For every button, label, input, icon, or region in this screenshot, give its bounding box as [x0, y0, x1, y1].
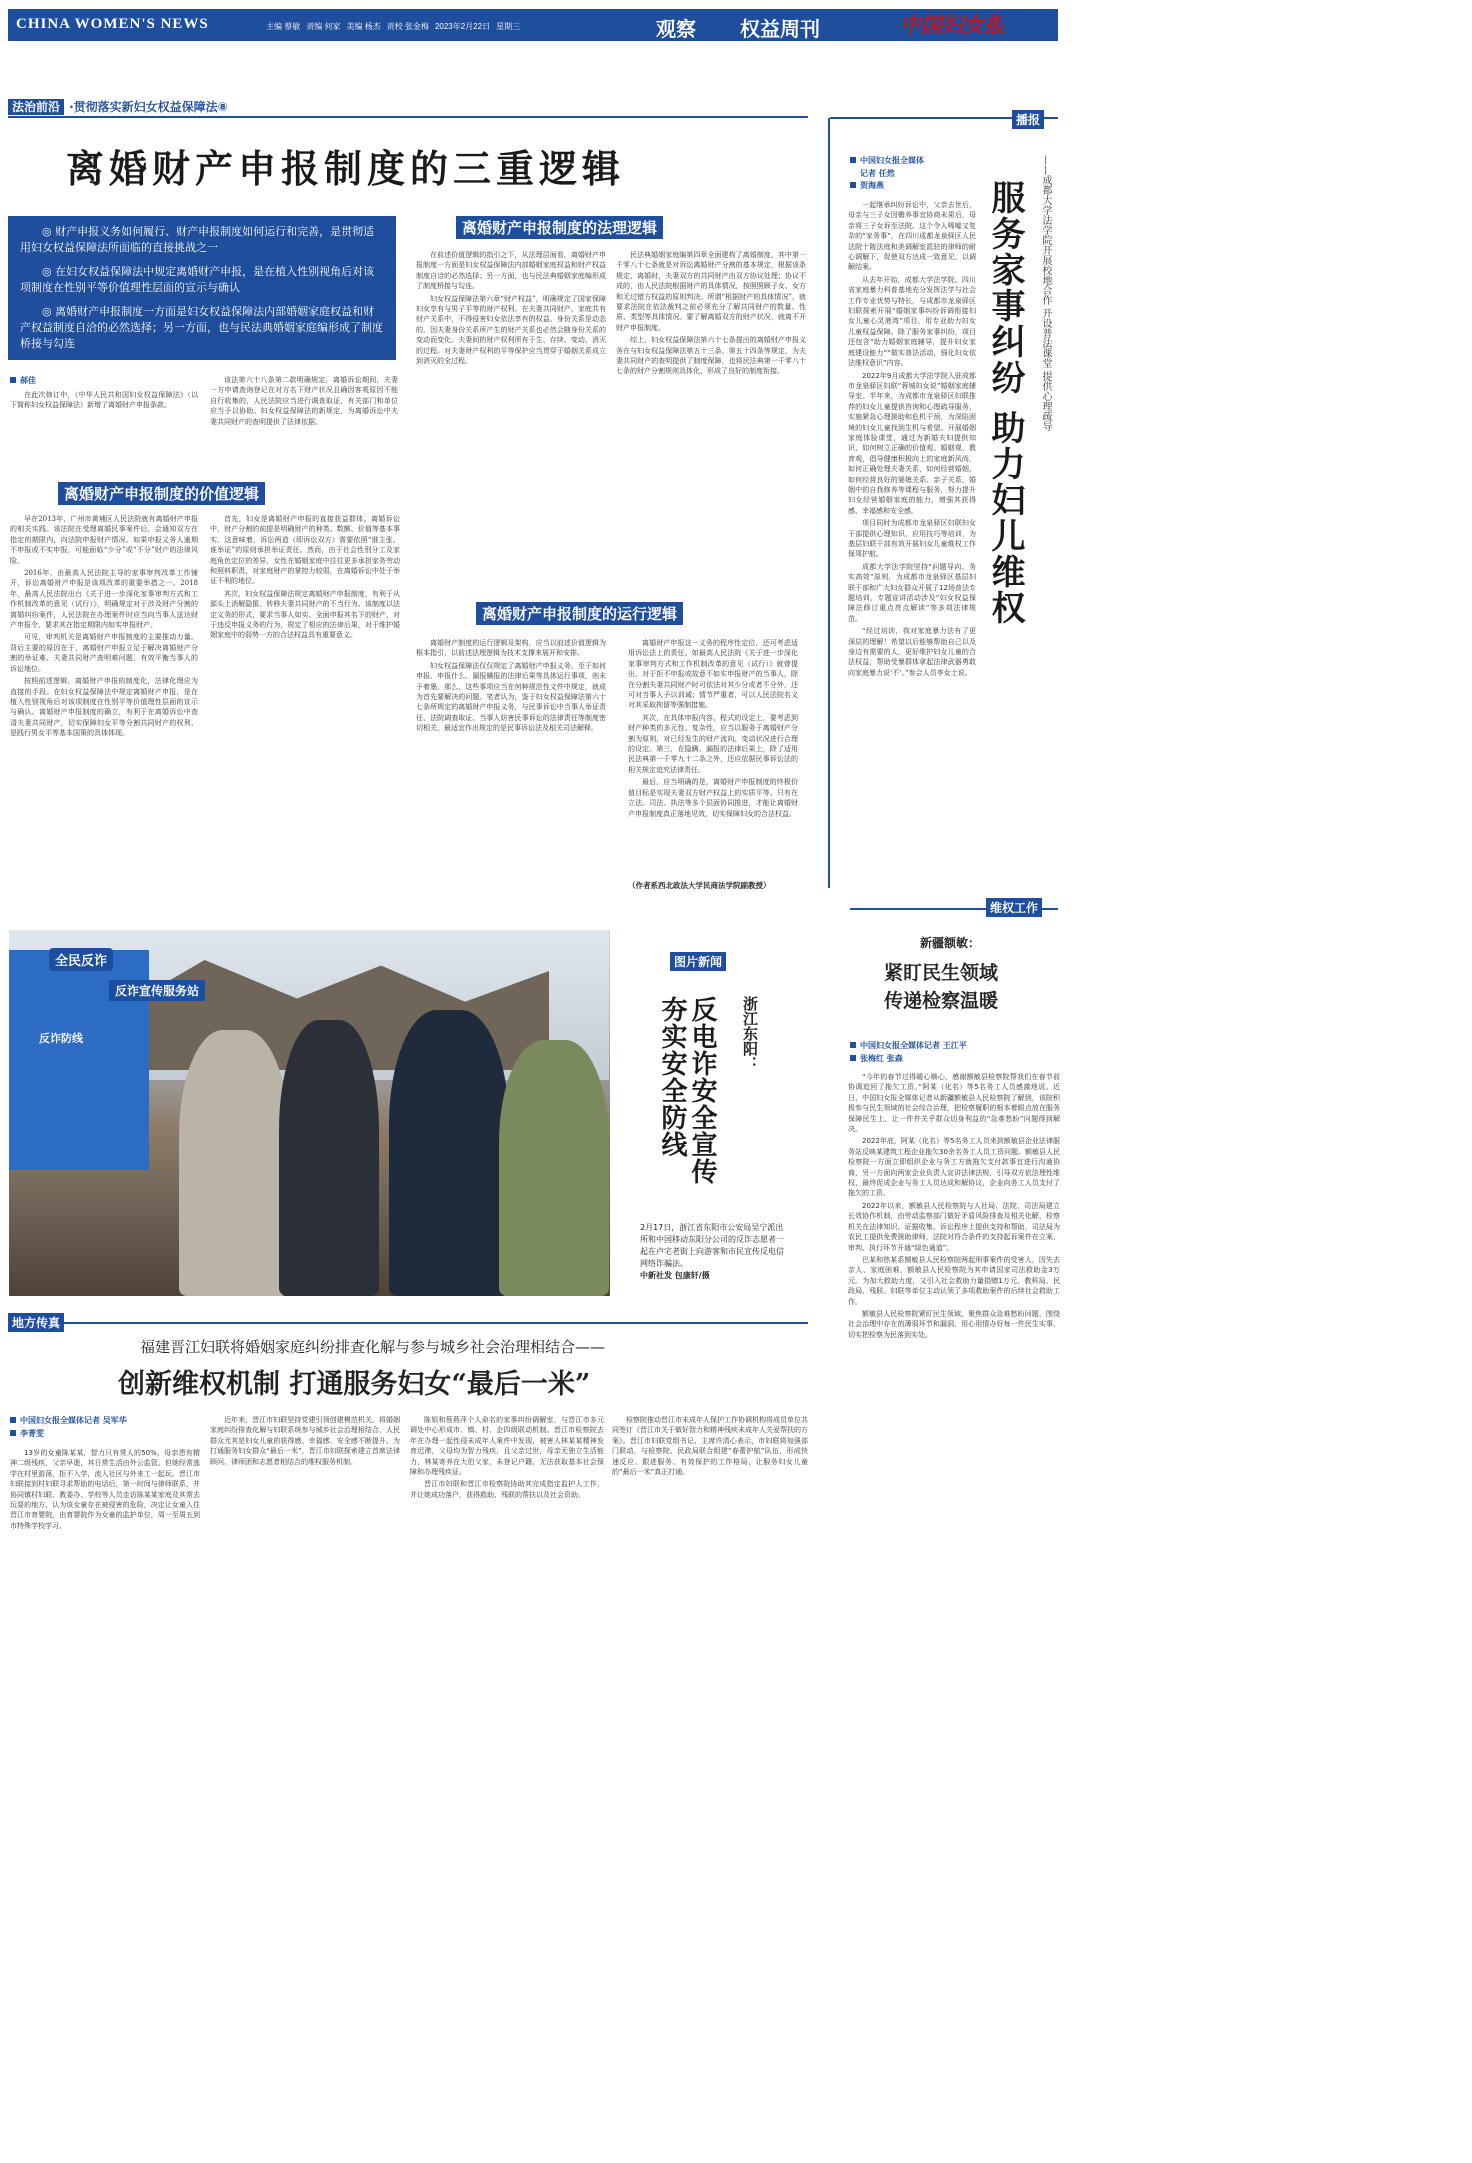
bottom-col-1 [10, 1448, 200, 1566]
credit-art-editor: 美编 杨杰 [346, 22, 381, 31]
sidebar-headline-2: 传递检察温暖 [884, 990, 999, 1012]
feature-source [850, 155, 924, 166]
sidebar-reporters [850, 1053, 903, 1064]
issue-weekday: 星期三 [496, 22, 521, 31]
credit-editor: 责编 何家 [306, 22, 341, 31]
page-number: 5 [1000, 9, 1016, 39]
booth-sign: 反诈宣传服务站 [109, 980, 205, 1001]
paragraph: 在前述价值逻辑的指引之下，从法理层面看，离婚财产申报制度一方面是妇女权益保障法内部婚姻家庭权益和财产权益制度自洽的必然选择；另一方面，也与民法典婚姻家庭编形成了制度桥接与勾连。 [416, 251, 606, 291]
feature-headline: 服务家事纠纷 助力妇儿维权 [985, 180, 1025, 626]
series-name: ·贯彻落实新妇女权益保障法⑧ [69, 100, 228, 114]
paragraph: 成都大学法学院坚持“问题导向、务实高效”原则，为成都市龙泉驿区基层妇联干部和广大妇女群众开展了12场普法专题培训，专题宣讲活动涉及“妇女权益保障法修订重点亮点解读”等多项法律规范。 [848, 562, 976, 623]
bullet-square [10, 1430, 16, 1436]
paragraph: 最后，应当明确的是，离婚财产申报制度的终极价值目标是实现夫妻双方财产权益上的实质平等。只有在立法、司法、执法等多个层面协同推进，才能让离婚财产申报制度真正落地见效，切实保障妇女的合法权益。 [628, 778, 798, 818]
bottom-headline: 创新维权机制 打通服务妇女“最后一米” [118, 1369, 591, 1400]
photo-caption [640, 1222, 788, 1282]
subhead-value-logic: 离婚财产申报制度的价值逻辑 [58, 482, 265, 505]
bullet-square [850, 1042, 856, 1048]
summary-box [8, 216, 396, 360]
divider [8, 1322, 808, 1324]
credit-proofreader: 责校 张金梅 [386, 22, 429, 31]
broadcast-tag: 播报 [1012, 110, 1044, 129]
feature-reporter [860, 168, 895, 179]
paragraph: 2022年以来，额敏县人民检察院与人社局、法院、司法局建立长效协作机制，由劳动监察部门做好矛盾风险排查及相关化解，检察机关在法律知识、证据收集、诉讼程序上提供支持和帮助，司法局为农民工提供免费援助律师，法院对符合条件的支持起诉案件在立案、审判、执行环节开通“绿色通道”。 [848, 1201, 1060, 1252]
column-divider [828, 118, 830, 888]
reporter-name: 任然 [878, 169, 895, 178]
paragraph: 首先，妇女是离婚财产申报的直接获益群体。离婚诉讼中，财产分割的前提是明确财产的种类、数额、价值等基本事实。这意味着，诉讼两造（即诉讼双方）需要依照“谁主张、谁举证”的原则承担举证责任。然而，由于社会性别分工及家庭角色定位的差异，女性在婚姻家庭中往往更多承担家务劳动和照料职责，对家庭财产的掌控力较弱，在离婚诉讼中处于举证不利的地位。 [210, 515, 400, 586]
paragraph: 按照前述逻辑，离婚财产申报的制度化，法律化理应为直接的手段。在妇女权益保障法中规定离婚财产申报，是在植入性别视角后对该项制度在性别平等价值理性层面的宣示与确认。离婚财产申报制度的确立，有利于在离婚诉讼中查清夫妻共同财产，切实保障妇女平等分割共同财产的权利，是践行男女平等基本国策的具体体现。 [10, 677, 198, 738]
paragraph: 妇女权益保障法第六章“财产权益”，明确规定了国家保障妇女享有与男子平等的财产权利。在夫妻共同财产、家庭共有财产关系中，不得侵害妇女依法享有的权益。身份关系是动态的，因夫妻身份关系所产生的财产关系也必然会随身份关系的变动而变化。夫妻间的财产权利所有于生、存续、变动、消灭的过程。对夫妻财产权利的平等保护应当贯穿于婚姻关系成立到消灭的全过程。 [416, 294, 606, 366]
photo-credit: 中新社发 包康轩/摄 [640, 1271, 710, 1280]
photo-news-tag: 图片新闻 [670, 952, 726, 971]
value-logic-col-2 [210, 514, 400, 904]
paragraph: 早在2013年，广州市黄埔区人民法院就有离婚财产申报的相关实践。该法院在受理离婚民事案件后，会通知双方在指定的期限内，向法院申报财产情况。如果申报义务人逾期不申报或不实申报，可能面临“少分”或“不分”财产的法律风险。 [10, 515, 198, 565]
lead-intro-col-2 [210, 375, 398, 470]
paragraph: 民法典婚姻家庭编第四章全面建构了离婚制度，其中第一千零八十七条就是对诉讼离婚财产分割的基本规定，根据该条规定，离婚时，夫妻双方的共同财产由双方协议处理；协议不成的，由人民法院根据财产的具体情况，按照照顾子女、女方和无过错方权益的原则判决。所谓“根据财产的具体情况”，就要求法院在依法裁判之前必须充分了解共同财产的数量、性质、类型等具体情况。要了解离婚双方的财产状况，就离不开财产申报制度。 [616, 251, 806, 332]
bullet-square [10, 1417, 16, 1423]
booth-sign: 反诈防线 [39, 1032, 83, 1045]
paragraph: 该法第六十八条第二款明确规定，离婚诉讼期间，夫妻一方申请查询登记在对方名下财产状况且确因客观原因不能自行收集的，人民法院应当进行调查取证，有关部门和单位应当予以协助。妇女权益保障法的新规定，为离婚诉讼中夫妻共同财产的查明提供了法律依据。 [210, 376, 398, 426]
reporter-name: 张梅红 [860, 1054, 884, 1063]
reporter-name: 贺海燕 [860, 181, 884, 190]
paragraph: “经过培训，我对家庭暴力法有了更深层的理解！希望以后能够帮助自己以及身边有需要的人，更好维护妇女儿童的合法权益，帮助受暴群体拿起法律武器勇敢向家庭暴力说‘不’。”参会人员李女士说。 [848, 627, 976, 677]
paragraph: 可见，审判机关是离婚财产申报制度的主要推动力量。背后主要的原因在于，离婚财产申报立足于解决离婚财产分割的举证难、夫妻共同财产查明难问题，有效平衡当事人的诉讼地位。 [10, 633, 198, 673]
person-figure [499, 1040, 609, 1296]
paragraph: 13岁的女童陈某某，智力只有常人的50%，母亲患有精神二级残疾，父亲早逝，其日常生活由外公监管。但她经常逃学在村里游荡，拒不入学，流入社区与外来工一起玩。晋江市妇联接到村妇联寻求帮助的电话后，第一时间与律师联系，并协同镇村妇联、教委办、学校等人员走访陈某某家庭及其常去玩耍的地方，认为该女童存在被侵害的危险，决定让女童入住晋江市育婴院，由育婴院作为女童的监护单位，周一至周五到市特殊学校学习。 [10, 1449, 200, 1530]
credit-chief-editor: 主编 蔡敏 [266, 22, 301, 31]
legal-logic-col-1 [416, 250, 606, 570]
subhead-legal-logic: 离婚财产申报制度的法理逻辑 [456, 216, 663, 239]
caption-text: 2月17日，浙江省东阳市公安局吴宁派出所和中国移动东阳分公司的反诈志愿者一起在卢宅老街上向游客和市民宣传反电信网络诈骗法。 [640, 1223, 784, 1268]
paragraph: 2022年9月成都大学法学院入驻成都市龙泉驿区妇联“蓉城妇女说”婚姻家庭辅导室。半年来，为成都市龙泉驿区妇联推荐的妇女儿童提供咨询和心理疏导服务，实施紧急心理援助和危机干预，为深陷困境的妇女儿童找到生机与希望。开展婚姻家庭体验课堂，通过为新婚夫妇提供知识、如何树立正确的价值观、婚姻观、教育观，倡导健康积极向上的家庭新风尚，如何正确处理夫妻关系，如何经营婚姻，如何经营良好的婆媳关系、亲子关系，婚姻中的自我修养等课程与服务，努力提升妇女经营婚姻家庭的能力，增强其获得感、幸福感和安全感。 [848, 371, 976, 515]
summary-point: ◎ 离婚财产申报制度一方面是妇女权益保障法内部婚姻家庭权益和财产权益制度自洽的必然选择；另一方面，也与民法典婚姻家庭编形成了制度桥接与勾连 [20, 305, 383, 350]
bullet-square [850, 182, 856, 188]
masthead-meta [266, 21, 526, 32]
newspaper-logo: 中国妇女报 [900, 12, 1005, 37]
section-label-observation: 观察 [656, 17, 696, 41]
bottom-reporter [10, 1428, 44, 1439]
sidebar-headline-1: 紧盯民生领域 [884, 962, 999, 984]
issue-date: 2023年2月22日 [434, 22, 491, 31]
paragraph: 离婚财产申报这一义务的程序性定位，还可考虑适用诉讼法上的责任。如最高人民法院《关于进一步深化家事审判方式和工作机制改革的意见（试行）》就曾提出，对于拒不申报或故意不如实申报财产的当事人，除在分割夫妻共同财产时可依法对其少分或者不分外，还可对当事人予以训诫；情节严重者，可以人民法院名义对其采取拘留等强制措施。 [628, 639, 798, 710]
paragraph: 综上，妇女权益保障法第六十七条提出的离婚财产申报义务在与妇女权益保障法第五十三条、第五十四条等规定，为夫妻共同财产的查明提供了制度保障，也将民法典第一千零八十七条的财产分割规则具体化，形成了良好的制度衔接。 [616, 336, 806, 376]
lead-author [10, 375, 36, 386]
police-officer-figure [389, 1010, 509, 1296]
feature-body [848, 200, 976, 880]
reporter-name: 吴军华 [102, 1416, 127, 1425]
paragraph: 2016年，由最高人民法院主导的家事审判改革工作铺开，诉讼离婚财产申报是该项改革的重要举措之一。2018年，最高人民法院出台《关于进一步深化家事审判方式和工作机制改革的意见（试行）》，明确规定对于涉及财产分割的离婚纠纷案件，人民法院在办理案件时应当向当事人送达财产申报令，要求其在指定期限内如实申报财产。 [10, 569, 198, 630]
paragraph: 检察院推动晋江市未成年人保护工作协调机构将成员单位共同签订《晋江市关于做好智力和精神残疾未成年人关爱帮扶的方案》。晋江市妇联党组书记、主席许清心表示，市妇联将加强部门联动，与检察院、民政局联合组建“春蕾护航”队伍，形成快速反应、跟进服务、有效保护的工作格局，让服务妇女儿童的“最后一米”真正打通。 [612, 1416, 808, 1477]
paragraph: 陈姐和蔡燕萍个人命名的家事纠纷调解室，与晋江市多元调处中心形成市、镇、村、企四级联动机制。晋江市检察院去年在办理一起性侵未成年人案件中发现，被害人林某某精神发育迟滞，父母均为智力残疾，且父亲过世，母亲无独立生活能力，林某寄养在大伯父家，未登记户籍，无法获取基本社会保障和办理残疾证。 [410, 1416, 604, 1477]
series-tag: 法治前沿 [8, 99, 64, 115]
photo-headline: 反电诈安全宣传 夯实安全防线 [657, 996, 717, 1185]
reporter-name: 张森 [886, 1054, 903, 1063]
reporter-name: 李菁雯 [20, 1429, 44, 1438]
paragraph: “今年的春节过得暖心顺心，感谢额敏县检察院帮我们在春节前协调追回了拖欠工资。”阿某（化名）等5名务工人员感激地说。近日，中国妇女报全媒体记者从新疆额敏县人民检察院了解到，该院积极参与民生领域的社会综合治理，把检察履职的根本着眼点放在服务保障民生上，让一件件关乎群众切身利益的“急难愁盼”问题得到解决。 [848, 1073, 1060, 1134]
source-name: 中国妇女报全媒体 [860, 156, 924, 165]
bullet-square [10, 377, 16, 383]
reporter-name: 王江平 [942, 1041, 967, 1050]
feature-reporter-2 [850, 180, 884, 191]
summary-point: ◎ 在妇女权益保障法中规定离婚财产申报，是在植入性别视角后对该项制度在性别平等价值理性层面的宣示与确认 [20, 265, 375, 294]
paragraph: 巴某和热某系额敏县人民检察院两起刑事案件的受害人，因失去亲人、家庭困难，额敏县人民检察院为其申请国家司法救助金3万元。为加大救助力度，又引入社会救助力量捐赠1万元，教科局、民政局、残联、妇联等单位主动认领了多项救助案件的后续社会救助工作。 [848, 1255, 1060, 1306]
person-figure [179, 1030, 289, 1296]
paragraph: 项目同时为成都市龙泉驿区妇联妇女干部提供心理知识、应用技巧等培训，为基层妇联干部有效开展妇女儿童维权工作保驾护航。 [848, 519, 976, 559]
lead-headline: 离婚财产申报制度的三重逻辑 [66, 146, 626, 191]
local-news-tag: 地方传真 [8, 1313, 64, 1332]
paragraph: 离婚财产制度的运行逻辑及架构，应当以前述价值逻辑为根本指引，以前述法理逻辑为技术支撑来展开和安排。 [416, 639, 606, 658]
paragraph: 近年来，晋江市妇联坚持党建引领创建模范机关，将婚姻家庭纠纷排查化解与妇联系统参与城乡社会治理相结合，人民群众尤其是妇女儿童的获得感、幸福感、安全感不断提升。为打通服务妇女群众“最后一米”，晋江市妇联探索建立首席法律顾问、律师团和志愿者相结合的维权服务机制。 [210, 1416, 400, 1466]
paragraph: 妇女权益保障法仅仅规定了离婚财产申报义务，至于如何申报、申报什么、漏报瞒报的法律后果等具体运行事项，则未予着墨。那么，这些事项应当在何种规范性文件中规定，就成为首先要解决的问题。笔者认为，鉴于妇女权益保障法第六十七条所规定的离婚财产申报义务，与民事诉讼中当事人举证责任、法院调查取证、当事人妨害民事诉讼的法律责任等制度密切相关，最适宜作出规定的是民事诉讼法及相关司法解释。 [416, 661, 606, 733]
photo-kicker: 浙江东阳： [741, 996, 759, 1071]
paragraph: 在此次修订中，《中华人民共和国妇女权益保障法》（以下简称妇女权益保障法）新增了离婚财产申报条款。 [10, 391, 198, 410]
series-header [8, 96, 228, 115]
feature-subtitle: ——成都大学法学院开展校地合作 开设普法课堂 提供心理疏导 [1040, 155, 1051, 432]
bullet-square [850, 1055, 856, 1061]
paragraph: 其次，妇女权益保障法规定离婚财产申报制度，有利于从源头上消解隐匿、转移夫妻共同财产的不当行为。该制度以法定义务的形式，要求当事人如实、全面申报其名下的财产，对于违反申报义务的行为，规定了相应的法律后果，对于维护婚姻家庭中的弱势一方的合法权益具有重要意义。 [210, 589, 400, 640]
bullet-square [850, 157, 856, 163]
rights-work-tag: 维权工作 [986, 898, 1042, 917]
operation-logic-col-2 [628, 638, 798, 878]
person-figure [279, 1020, 379, 1296]
bottom-source [10, 1415, 127, 1426]
paragraph: 2022年底，阿某（化名）等5名务工人员来到额敏县企业法律服务站反映某建筑工程企业拖欠30余名务工人员工资问题。额敏县人民检察院一方面立即组织企业与务工方就拖欠支付款事宜进行沟通协商，另一方面向两家企业负责人宣讲法律法规，引导双方依法理性维权，最终促成企业与务工人员达成和解协议，企业向务工人员支付了拖欠的工资。 [848, 1137, 1060, 1198]
sidebar-source [850, 1040, 967, 1051]
paragraph: 晋江市妇联和晋江市检察院协助其完成指定监护人工作，并让她成功落户，获得救助、残联的帮扶以及社会资助。 [410, 1480, 604, 1499]
source-name: 中国妇女报全媒体记者 [860, 1041, 940, 1050]
source-name: 中国妇女报全媒体记者 [20, 1416, 100, 1425]
legal-logic-col-2 [616, 250, 806, 570]
author-byline: （作者系西北政法大学民商法学院副教授） [628, 881, 771, 890]
bottom-col-2 [210, 1415, 400, 1566]
bottom-col-4 [612, 1415, 808, 1566]
subhead-operation-logic: 离婚财产申报制度的运行逻辑 [476, 602, 683, 625]
section-label-rights-weekly: 权益周刊 [740, 17, 820, 41]
summary-point: ◎ 财产申报义务如何履行、财产申报制度如何运行和完善，是贯彻适用妇女权益保障法所面临的直接挑战之一 [20, 225, 375, 254]
value-logic-col-1 [10, 514, 198, 904]
sidebar-body [848, 1072, 1060, 1562]
paragraph: 额敏县人民检察院紧盯民生领域，聚焦群众急难愁盼问题，围绕社会治理中存在的薄弱环节和漏洞，用心用情办好每一件民生实事，切实把检察为民落到实处。 [848, 1309, 1060, 1339]
reporter-label: 记者 [860, 169, 876, 178]
bottom-kicker: 福建晋江妇联将婚姻家庭纠纷排查化解与参与城乡社会治理相结合—— [140, 1338, 606, 1356]
booth-sign: 全民反诈 [49, 948, 113, 971]
paragraph: 其次，在具体申报内容、程式的设定上，要考虑到财产种类的多元性、复杂性，应当以服务于离婚财产分割为原则，对已经发生的财产流向、变动状况进行合理的设定。第三，在隐瞒、漏报的法律后果上，除了适用民法典第一千零九十二条之外，还应依据民事诉讼法的相关规定追究法律责任。 [628, 713, 798, 774]
paragraph: 从去年开始，成都大学法学院、四川省家庭暴力科普基地充分发挥法学与社会工作专业优势与特长，与成都市龙泉驿区妇联探索开展“婚姻家事纠纷诉调衔接妇女儿童心灵港湾”项目，用专业助力妇女儿童权益保障。除了服务家事纠纷，项目还包含“助力婚姻家庭辅导，提升妇女家庭建设能力”“做实普法活动，强化妇女依法维权意识”内容。 [848, 275, 976, 368]
operation-logic-col-1 [416, 638, 606, 902]
bottom-col-3 [410, 1415, 604, 1566]
paragraph: 一起继承纠纷诉讼中，父亲去世后，母亲与三子女因赡养事宜协商未果后，母亲将三子女诉至法院。这个令人唏嘘又复杂的“家务事”，在四川成都龙泉驿区人民法院十陵法庭和美调解室派驻的律师的耐心调解下，促使双方达成一致意见，以调解结案。 [848, 201, 976, 272]
lead-intro-col-1 [10, 390, 198, 470]
divider [8, 116, 808, 118]
sidebar-kicker: 新疆额敏： [920, 936, 981, 950]
paper-name: CHINA WOMEN'S NEWS [16, 16, 209, 32]
author-name: 郝佳 [20, 376, 36, 385]
